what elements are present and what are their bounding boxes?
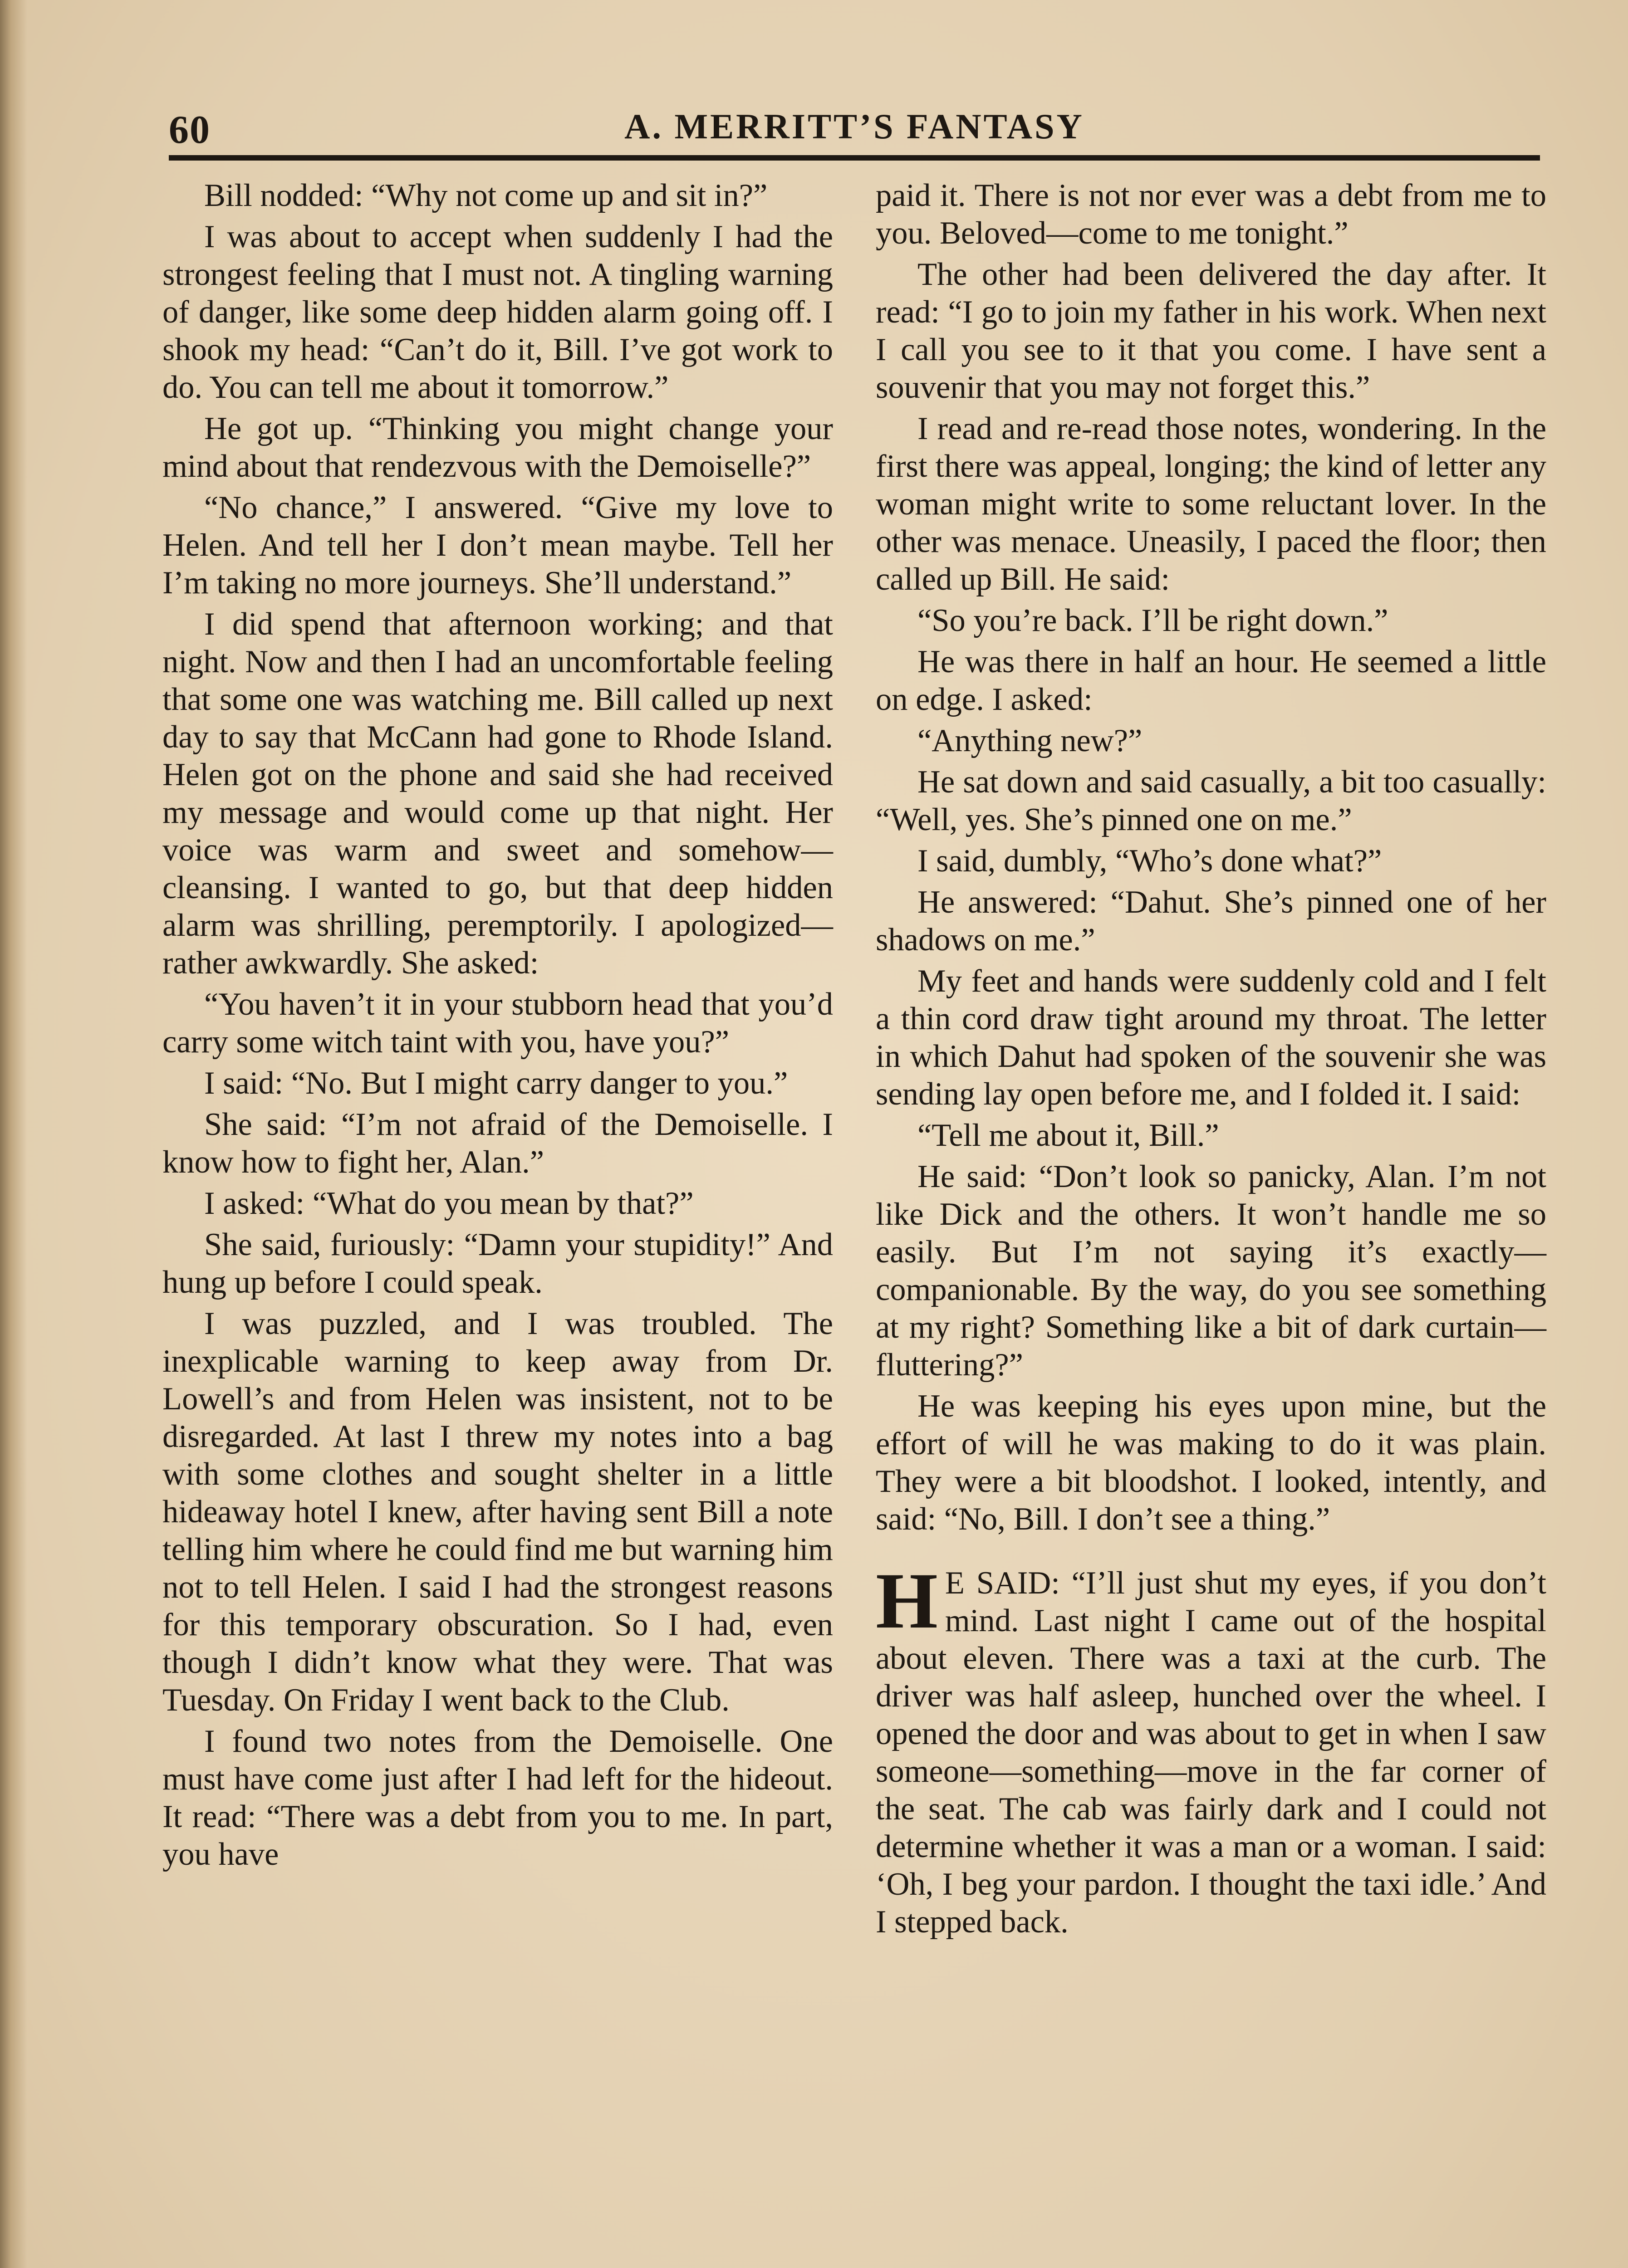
paragraph: paid it. There is not nor ever was a debt from me to you. Beloved—come to me tonight.” [876,178,1546,251]
paragraph: I read and re-read those notes, wondering. In the first there was appeal, longing; the kind of letter any woman might write to some reluctant lover. In the other was menace. Uneasily, I paced the floor; then called up Bill. He said: [876,411,1546,597]
paragraph: “You haven’t it in your stubborn head that you’d carry some witch taint with you, have you?” [162,987,833,1060]
page-edge-shadow [0,0,27,2268]
paragraph: I found two notes from the Demoiselle. One must have come just after I had left for the hideout. It read: “There was a debt from you to me. In part, you have [162,1724,833,1872]
paragraph: He answered: “Dahut. She’s pinned one of her shadows on me.” [876,885,1546,958]
paragraph: “So you’re back. I’ll be right down.” [917,603,1388,638]
dropcap-paragraph-text: E SAID: “I’ll just shut my eyes, if you don’t mind. Last night I came out of the hospital about eleven. There was a taxi at the curb. The driver was half asleep, hunched over the wheel. I opened the door and was about to get in when I saw someone—something—move in the far corner of the seat. The cab was fairly dark and I could not determine whether it was a man or a woman. I said: ‘Oh, I beg your pardon. I thought the taxi idle.’ And I stepped back. [876,1565,1546,1940]
paragraph: He was keeping his eyes upon mine, but the effort of will he was making to do it was plain. They were a bit bloodshot. I looked, intently, and said: “No, Bill. I don’t see a thing.” [876,1388,1546,1537]
paragraph: He sat down and said casually, a bit too casually: “Well, yes. She’s pinned one on me.” [876,764,1546,837]
header-rule [169,155,1540,161]
paragraph: He was there in half an hour. He seemed a little on edge. I asked: [876,644,1546,717]
paragraph: “Anything new?” [917,723,1143,758]
paragraph: I said, dumbly, “Who’s done what?” [917,843,1382,879]
paragraph: I did spend that afternoon working; and that night. Now and then I had an uncomfortable feeling that some one was watching me. Bill called up next day to say that McCann had gone to Rhode Island. Helen got on the phone and said she had received my message and would come up that night. Her voice was warm and sweet and somehow—cleansing. I wanted to go, but that deep hidden alarm was shrilling, peremptorily. I apologized—rather awkwardly. She asked: [162,606,833,981]
paragraph: I said: “No. But I might carry danger to you.” [204,1066,788,1101]
paragraph: He got up. “Thinking you might change your mind about that rendezvous with the Demoiselle?” [162,411,833,484]
paragraph: The other had been delivered the day after. It read: “I go to join my father in his work. When next I call you see to it that you come. I have sent a souvenir that you may not forget this.” [876,257,1546,405]
paragraph: I was about to accept when suddenly I had the strongest feeling that I must not. A tingling warning of danger, like some deep hidden alarm going off. I shook my head: “Can’t do it, Bill. I’ve got work to do. You can tell me about it tomorrow.” [162,219,833,405]
drop-cap: H [876,1557,938,1645]
paragraph: I was puzzled, and I was troubled. The inexplicable warning to keep away from Dr. Lowell’s and from Helen was insistent, not to be disregarded. At last I threw my notes into a bag with some clothes and sought shelter in a little hideaway hotel I knew, after having sent Bill a note telling him where he could find me but warning him not to tell Helen. I said I had the strongest reasons for this temporary obscuration. So I had, even though I didn’t know what they were. That was Tuesday. On Friday I went back to the Club. [162,1306,833,1718]
paragraph: He said: “Don’t look so panicky, Alan. I’m not like Dick and the others. It won’t handle me so easily. But I’m not saying it’s exactly—companionable. By the way, do you see something at my right? Something like a bit of dark curtain—fluttering?” [876,1159,1546,1383]
paragraph: “Tell me about it, Bill.” [917,1118,1219,1153]
paragraph: Bill nodded: “Why not come up and sit in?” [204,178,768,213]
paragraph: She said, furiously: “Damn your stupidity!” And hung up before I could speak. [162,1227,833,1300]
paragraph: She said: “I’m not afraid of the Demoiselle. I know how to fight her, Alan.” [162,1107,833,1180]
left-column [162,177,833,1877]
page-header [169,103,1540,153]
dropcap-paragraph [876,1557,1546,1941]
paragraph: “No chance,” I answered. “Give my love to Helen. And tell her I don’t mean maybe. Tell her I’m taking no more journeys. She’ll understand.” [162,490,833,601]
page-number: 60 [169,108,211,152]
paragraph: My feet and hands were suddenly cold and I felt a thin cord draw tight around my throat. The letter in which Dahut had spoken of the souvenir she was sending lay open before me, and I folded it. I said: [876,963,1546,1112]
paragraph: I asked: “What do you mean by that?” [204,1186,694,1221]
running-title: A. MERRITT’S FANTASY [624,107,1084,146]
right-column [876,177,1546,1945]
